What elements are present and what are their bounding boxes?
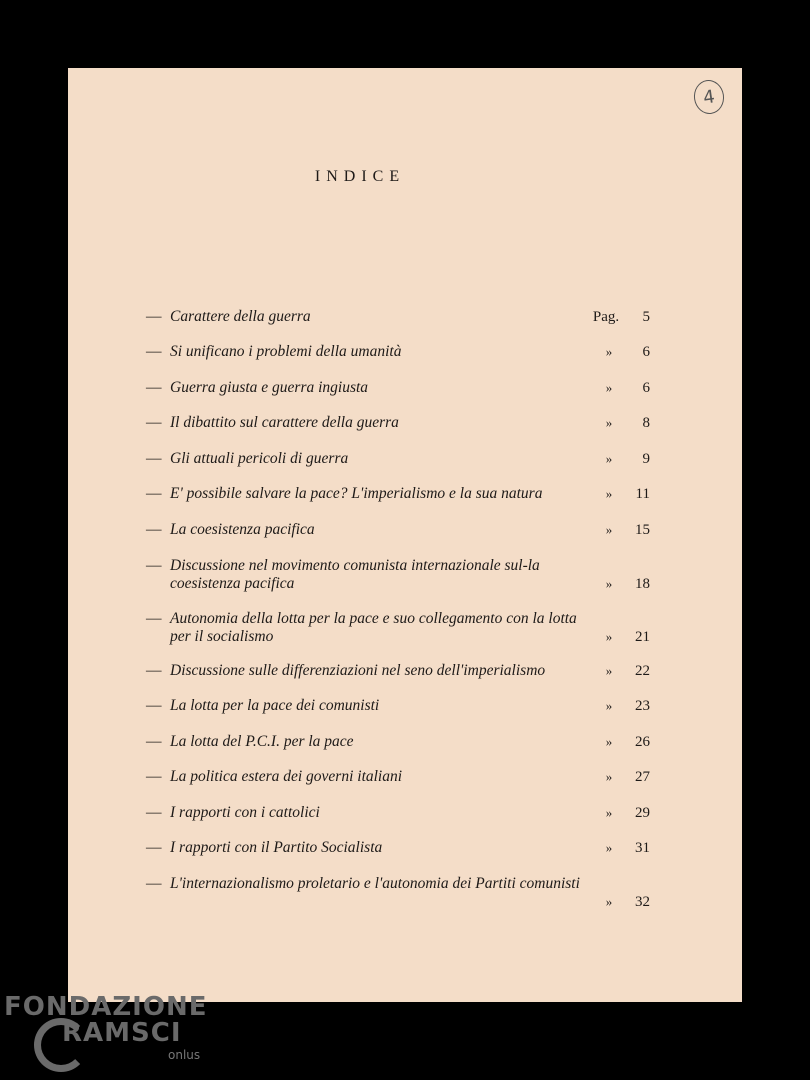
- toc-entry-title: La lotta per la pace dei comunisti: [170, 697, 380, 714]
- watermark-line-2: RAMSCI: [62, 1018, 182, 1048]
- toc-entry-page-number: 31: [635, 840, 650, 856]
- toc-entry-page-number: 5: [642, 309, 650, 325]
- toc-entry-dash: —: [146, 804, 162, 821]
- toc-entry-page-number: 29: [635, 805, 650, 821]
- toc-entry-page-number: 6: [642, 344, 650, 360]
- toc-entry-page-number: 9: [642, 451, 650, 467]
- toc-entry-page-marker: »: [605, 840, 613, 855]
- toc-entry-page-marker: »: [605, 805, 613, 820]
- toc-entry-dash: —: [146, 343, 162, 360]
- toc-entry-page-marker: »: [605, 894, 613, 909]
- toc-entry-dash: —: [146, 697, 162, 714]
- toc-entry-page-marker: »: [605, 663, 613, 678]
- watermark-logo: [4, 992, 208, 1076]
- toc-entry-dash: —: [146, 768, 162, 785]
- toc-entry-title: Si unificano i problemi della umanità: [170, 343, 402, 360]
- toc-entry-page-marker: »: [605, 380, 613, 395]
- toc-entry-page-number: 23: [635, 698, 650, 714]
- toc-entry-title: Discussione nel movimento comunista internazionale sul-la coesistenza pacifica: [170, 557, 540, 592]
- toc-entry-title: Autonomia della lotta per la pace e suo collegamento con la lotta per il socialismo: [170, 610, 577, 645]
- toc-entry-page-marker: »: [605, 415, 613, 430]
- toc-entry-title: La politica estera dei governi italiani: [170, 768, 403, 785]
- toc-entry-dash: —: [146, 450, 162, 467]
- toc-entry-page-marker: »: [605, 576, 613, 591]
- toc-entry-title: L'internazionalismo proletario e l'autonomia dei Partiti comunisti: [170, 875, 580, 892]
- toc-entry-dash: —: [146, 839, 162, 856]
- toc-entry-dash: —: [146, 485, 162, 502]
- toc-entry-page-number: 6: [642, 380, 650, 396]
- watermark-line-3: onlus: [168, 1048, 201, 1062]
- toc-entry-dash: —: [146, 557, 162, 574]
- toc-entry-page-marker: »: [605, 769, 613, 784]
- toc-entry-page-number: 26: [635, 734, 650, 750]
- toc-entry-dash: —: [146, 662, 162, 679]
- toc-entry-page-number: 8: [642, 415, 650, 431]
- handwritten-page-number: 4: [692, 78, 726, 116]
- toc-entry-title: I rapporti con il Partito Socialista: [170, 839, 383, 856]
- toc-entry-title: La lotta del P.C.I. per la pace: [170, 733, 354, 750]
- toc-entry-title: La coesistenza pacifica: [170, 521, 315, 538]
- toc-entry-page-marker: Pag.: [592, 309, 620, 325]
- toc-entry-title: E' possibile salvare la pace? L'imperialismo e la sua natura: [170, 485, 543, 502]
- toc-entry-page-number: 15: [635, 522, 650, 538]
- toc-entry-page-number: 32: [635, 894, 650, 910]
- toc-entry-page-marker: »: [605, 698, 613, 713]
- toc-entry-page-marker: »: [605, 629, 613, 644]
- toc-entry-title: Guerra giusta e guerra ingiusta: [170, 379, 369, 396]
- toc-entry-page-marker: »: [605, 734, 613, 749]
- toc-entry-page-marker: »: [605, 486, 613, 501]
- toc-entry-dash: —: [146, 308, 162, 325]
- toc-entry-page-number: 11: [635, 486, 650, 502]
- toc-entry-dash: —: [146, 610, 162, 627]
- toc-entry-dash: —: [146, 379, 162, 396]
- toc-entry-page-number: 27: [635, 769, 650, 785]
- toc-entry-dash: —: [146, 414, 162, 431]
- toc-entry-page-number: 18: [635, 576, 650, 592]
- toc-entry-dash: —: [146, 875, 162, 892]
- toc-entry-dash: —: [146, 521, 162, 538]
- toc-entry-title: Discussione sulle differenziazioni nel seno dell'imperialismo: [170, 662, 546, 679]
- toc-entry-title: Carattere della guerra: [170, 308, 311, 325]
- toc-entry-title: Gli attuali pericoli di guerra: [170, 450, 349, 467]
- toc-entry-page-marker: »: [605, 522, 613, 537]
- toc-entry-page-marker: »: [605, 451, 613, 466]
- page-title: INDICE: [314, 168, 406, 185]
- toc-entry-page-number: 21: [635, 629, 650, 645]
- watermark-line-1: FONDAZIONE: [4, 992, 208, 1022]
- toc-entry-page-marker: »: [605, 344, 613, 359]
- toc-entry-dash: —: [146, 733, 162, 750]
- toc-entry-title: I rapporti con i cattolici: [170, 804, 320, 821]
- toc-entry-title: Il dibattito sul carattere della guerra: [170, 414, 399, 431]
- toc-entry-page-number: 22: [635, 663, 650, 679]
